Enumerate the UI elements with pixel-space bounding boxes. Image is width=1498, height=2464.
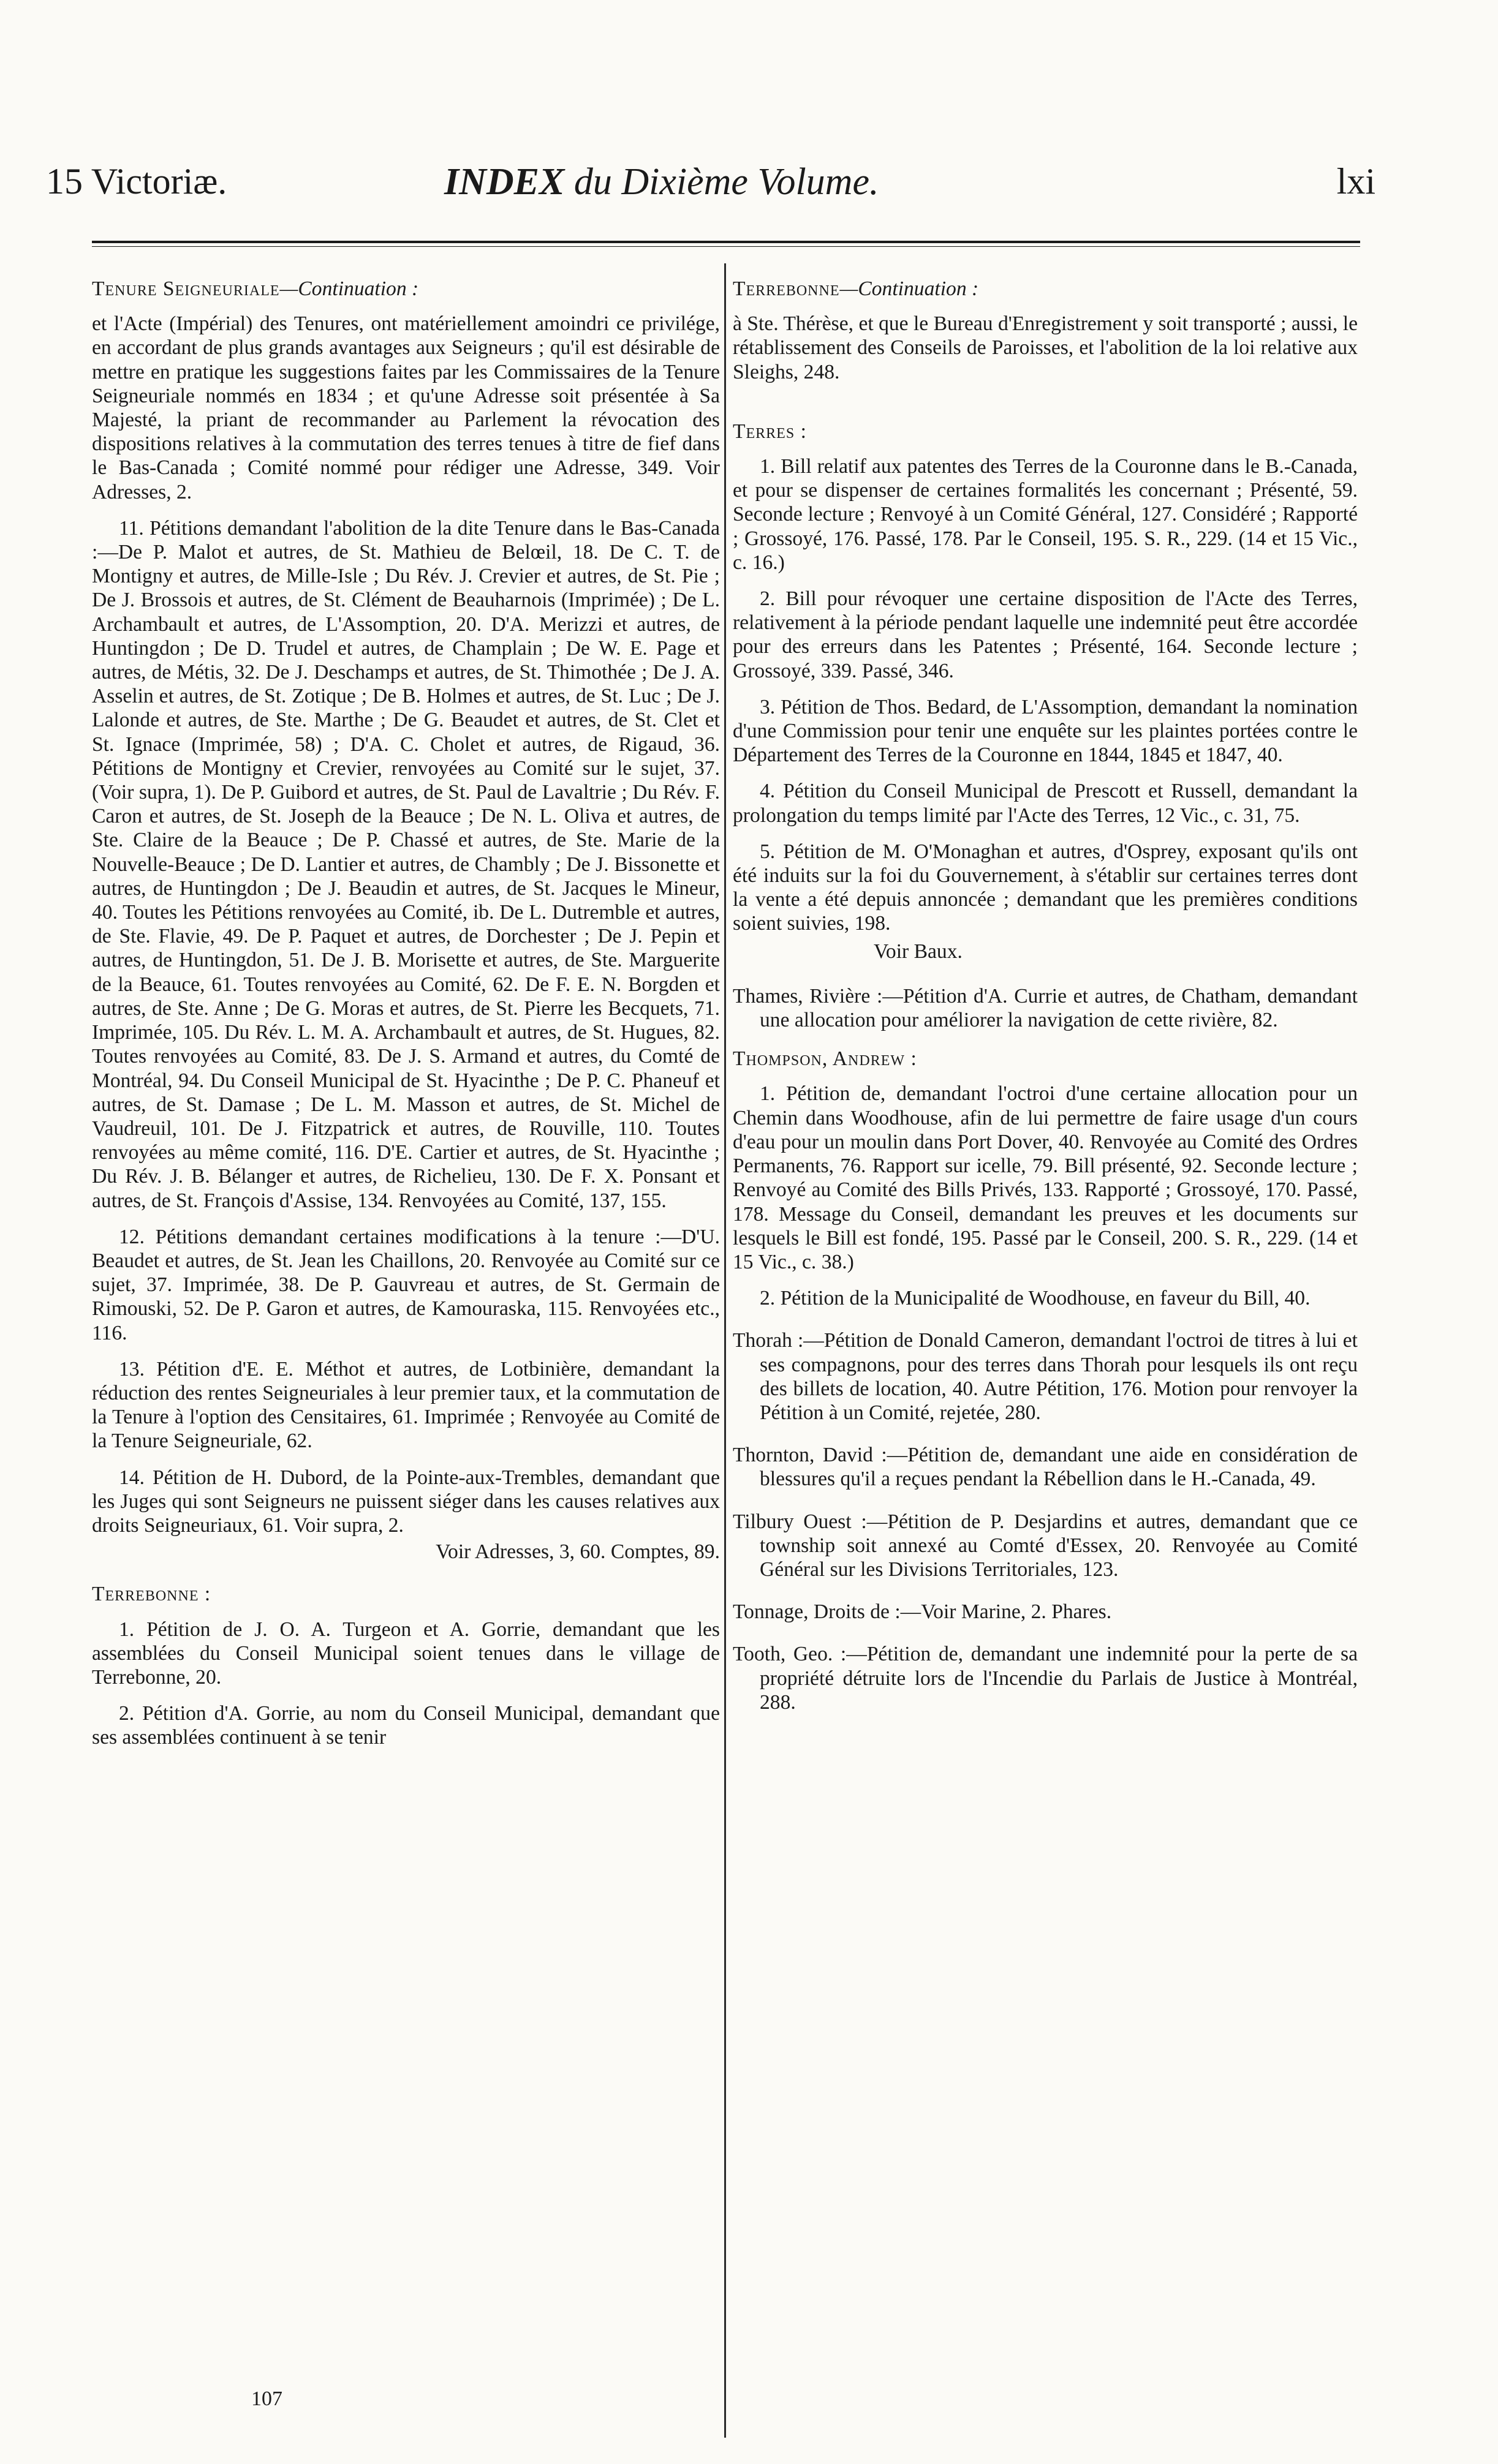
heading-terrebonne-continuation: Terrebonne—Continuation :	[733, 277, 979, 300]
entry-thorah: Thorah :—Pétition de Donald Cameron, demandant l'octroi de titres à lui et ses compagnons, pour des terres dans Thorah pour lesquels ils ont reçu des billets de location, 40. Autre Pétition, 176. Motion pour renvoyer la Pétition à un Comité, rejetée, 280.	[733, 1329, 1358, 1424]
entry-terres-5: 5. Pétition de M. O'Monaghan et autres, d'Osprey, exposant qu'ils ont été induits sur la foi du Gouvernement, à s'établir sur certaines terres dont la vente a été depuis annoncée ; demandant que les premières conditions soient suivies, 198.	[733, 840, 1358, 935]
cross-reference-tenure: Voir Adresses, 3, 60. Comptes, 89.	[436, 1540, 720, 1564]
entry-tenure-13: 13. Pétition d'E. E. Méthot et autres, de Lotbinière, demandant la réduction des rentes Seigneuriales à leur premier taux, et la commutation de la Tenure à l'option des Censitaires, 61. Imprimée ; Renvoyée au Comité de la Tenure Seigneuriale, 62.	[92, 1357, 720, 1453]
column-divider	[724, 263, 726, 2438]
entry-terrebonne-2: 2. Pétition d'A. Gorrie, au nom du Conseil Municipal, demandant que ses assemblées continuent à se tenir	[92, 1702, 720, 1749]
entry-terres-2: 2. Bill pour révoquer une certaine disposition de l'Acte des Terres, relativement à la période pendant laquelle une indemnité peut être accordée pour des erreurs dans les Patentes ; Présenté, 164. Seconde lecture ; Grossoyé, 339. Passé, 346.	[733, 587, 1358, 682]
header-title	[444, 160, 879, 204]
header-rule-thin	[92, 246, 1360, 247]
left-column	[92, 277, 720, 1762]
entry-tooth: Tooth, Geo. :—Pétition de, demandant une indemnité pour la perte de sa propriété détruite lors de l'Incendie du Parlais de Justice à Montréal, 288.	[733, 1643, 1358, 1714]
entry-terrebonne-1: 1. Pétition de J. O. A. Turgeon et A. Gorrie, demandant que les assemblées du Conseil Municipal soient tenues dans le village de Terrebonne, 20.	[92, 1618, 720, 1689]
entry-terrebonne-continuation: à Ste. Thérèse, et que le Bureau d'Enregistrement y soit transporté ; aussi, le rétablissement des Conseils de Paroisses, et l'abolition de la loi relative aux Sleighs, 248.	[733, 312, 1358, 383]
heading-terres: Terres :	[733, 420, 807, 443]
heading-terrebonne: Terrebonne :	[92, 1583, 211, 1606]
header-volume: 15 Victoriæ.	[46, 161, 227, 202]
entry-thompson-2: 2. Pétition de la Municipalité de Woodhouse, en faveur du Bill, 40.	[760, 1287, 1311, 1310]
entry-thornton: Thornton, David :—Pétition de, demandant une aide en considération de blessures qu'il a reçues pendant la Rébellion dans le H.-Canada, 49.	[733, 1444, 1358, 1491]
cross-reference-baux: Voir Baux.	[874, 940, 963, 963]
entry-thames: Thames, Rivière :—Pétition d'A. Currie et autres, de Chatham, demandant une allocation pour améliorer la navigation de cette rivière, 82.	[733, 984, 1358, 1032]
heading-thompson: Thompson, Andrew :	[733, 1047, 917, 1071]
entry-thompson-1: 1. Pétition de, demandant l'octroi d'une certaine allocation pour un Chemin dans Woodhouse, afin de lui permettre de faire usage d'un cours d'eau pour un moulin dans Port Dover, 40. Renvoyée au Comité des Ordres Permanents, 76. Rapport sur icelle, 79. Bill présenté, 92. Seconde lecture ; Renvoyé au Comité des Bills Privés, 133. Rapporté ; Grossoyé, 170. Passé, 178. Message du Conseil, demandant les preuves et les documents sur lesquels le Bill est fondé, 195. Passé par le Conseil, 200. S. R., 229. (14 et 15 Vic., c. 38.)	[733, 1082, 1358, 1273]
entry-terres-4: 4. Pétition du Conseil Municipal de Prescott et Russell, demandant la prolongation du temps limité par l'Acte des Terres, 12 Vic., c. 31, 75.	[733, 780, 1358, 827]
entry-tenure-14: 14. Pétition de H. Dubord, de la Pointe-aux-Trembles, demandant que les Juges qui sont Seigneurs ne puissent siéger dans les causes relatives aux droits Seigneuriaux, 61. Voir supra, 2.	[92, 1466, 720, 1537]
right-column	[733, 277, 1358, 1727]
header-title-index: INDEX	[444, 161, 565, 203]
header-rule-thick	[92, 241, 1360, 243]
running-header	[46, 160, 1375, 216]
header-title-rest: du Dixième Volume.	[573, 161, 879, 203]
entry-tonnage: Tonnage, Droits de :—Voir Marine, 2. Phares.	[733, 1600, 1112, 1624]
entry-tenure-12: 12. Pétitions demandant certaines modifications à la tenure :—D'U. Beaudet et autres, de St. Jean les Chaillons, 20. Renvoyée au Comité sur ce sujet, 37. Imprimée, 38. De P. Gauvreau et autres, de St. Germain de Rimouski, 52. De P. Garon et autres, de Kamouraska, 115. Renvoyées etc., 116.	[92, 1225, 720, 1344]
header-page-roman: lxi	[1336, 161, 1375, 202]
entry-tenure-11: 11. Pétitions demandant l'abolition de la dite Tenure dans le Bas-Canada :—De P. Malot et autres, de St. Mathieu de Belœil, 18. De C. T. de Montigny et autres, de Mille-Isle ; Du Rév. J. Crevier et autres, de St. Pie ; De J. Brossois et autres, de St. Clément de Beauharnois (Imprimée) ; De L. Archambault et autres, de L'Assomption, 20. D'A. Merizzi et autres, de Huntingdon ; De D. Trudel et autres, de Champlain ; De W. E. Page et autres, de Métis, 32. De J. Deschamps et autres, de St. Thimothée ; De J. A. Asselin et autres, de St. Zotique ; De B. Holmes et autres, de St. Luc ; De J. Lalonde et autres, de Ste. Marthe ; De G. Beaudet et autres, de St. Clet et St. Ignace (Imprimée, 58) ; D'A. C. Cholet et autres, de Rigaud, 36. Pétitions de Montigny et Crevier, renvoyées au Comité sur le sujet, 37. (Voir supra, 1). De P. Guibord et autres, de St. Paul de Lavaltrie ; Du Rév. F. Caron et autres, de St. Joseph de la Beauce ; De N. L. Oliva et autres, de Ste. Claire de la Beauce ; De P. Chassé et autres, de Ste. Marie de la Nouvelle-Beauce ; De D. Lantier et autres, de Chambly ; De J. Bissonette et autres, de Huntingdon ; De J. Beaudin et autres, de St. Jacques le Mineur, 40. Toutes les Pétitions renvoyées au Comité, ib. De L. Dutremble et autres, de Ste. Flavie, 49. De P. Paquet et autres, de Dorchester ; De J. Pepin et autres, de Huntingdon, 51. De J. B. Morisette et autres, de Ste. Marguerite de la Beauce, 61. Toutes renvoyées au Comité, 62. De F. E. N. Borgden et autres, de Ste. Anne ; De G. Moras et autres, de St. Pierre les Becquets, 71. Imprimée, 105. Du Rév. L. M. A. Archambault et autres, de St. Hugues, 82. Toutes renvoyées au Comité, 83. De J. S. Armand et autres, du Comté de Montréal, 94. Du Conseil Municipal de St. Hyacinthe ; De P. C. Phaneuf et autres, de St. Damase ; De L. M. Masson et autres, de St. Michel de Vaudreuil, 101. De J. Fitzpatrick et autres, de Rouville, 110. Toutes renvoyées au même comité, 116. D'E. Cartier et autres, de St. Hyacinthe ; Du Rév. J. B. Bélanger et autres, de Richelieu, 130. De F. X. Ponsant et autres, de St. François d'Assise, 134. Renvoyées au Comité, 137, 155.	[92, 516, 720, 1212]
entry-terres-3: 3. Pétition de Thos. Bedard, de L'Assomption, demandant la nomination d'une Commission pour tenir une enquête sur les plaintes portées contre le Département des Terres de la Couronne en 1844, 1845 et 1847, 40.	[733, 695, 1358, 767]
entry-terres-1: 1. Bill relatif aux patentes des Terres de la Couronne dans le B.-Canada, et pour se dispenser de certaines formalités les concernant ; Présenté, 59. Seconde lecture ; Renvoyé à un Comité Général, 127. Considéré ; Rapporté ; Grossoyé, 176. Passé, 178. Par le Conseil, 195. S. R., 229. (14 et 15 Vic., c. 16.)	[733, 455, 1358, 574]
heading-tenure-seigneuriale: Tenure Seigneuriale—Continuation :	[92, 277, 419, 300]
page-number: 107	[251, 2387, 282, 2410]
entry-tenure-continuation: et l'Acte (Impérial) des Tenures, ont matériellement amoindri ce privilége, en accordant de plus grands avantages aux Seigneurs ; qu'il est désirable de mettre en pratique les suggestions faites par les Commissaires de la Tenure Seigneuriale nommés en 1834 ; et qu'une Adresse soit présentée à Sa Majesté, la priant de recommander au Parlement la révocation des dispositions relatives à la commutation des terres tenues à titre de fief dans le Bas-Canada ; Comité nommé pour rédiger une Adresse, 349. Voir Adresses, 2.	[92, 312, 720, 503]
entry-tilbury: Tilbury Ouest :—Pétition de P. Desjardins et autres, demandant que ce township soit annexé au Comté d'Essex, 20. Renvoyée au Comité Général sur les Divisions Territoriales, 123.	[733, 1510, 1358, 1581]
